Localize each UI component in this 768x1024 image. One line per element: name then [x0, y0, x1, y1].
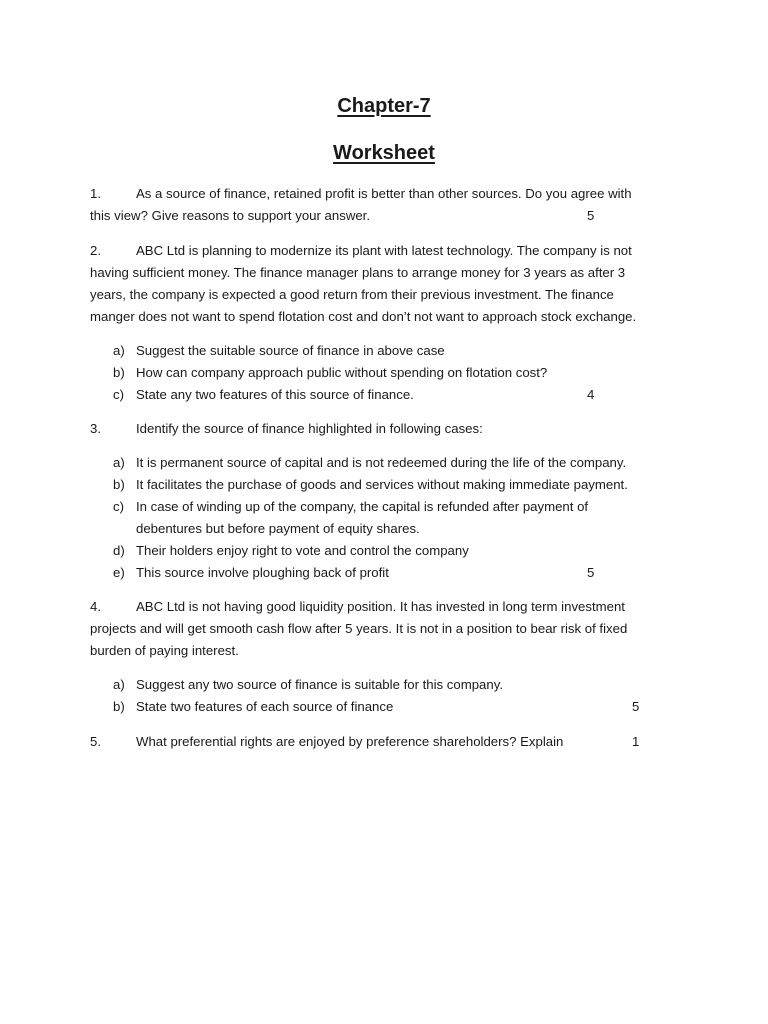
question-text: having sufficient money. The finance manager plans to arrange money for 3 years as after 3 — [90, 265, 626, 280]
question-text: manger does not want to spend flotation cost and don’t not want to approach stock exchange. — [90, 309, 637, 324]
question-text: burden of paying interest. — [90, 643, 239, 658]
sub-item-letter: c) — [113, 499, 124, 514]
sub-item-text: debentures but before payment of equity shares. — [136, 521, 420, 536]
sub-item-text: Suggest the suitable source of finance in above case — [136, 343, 445, 358]
question-marks: 5 — [587, 565, 595, 580]
sub-item-letter: a) — [113, 677, 125, 692]
sub-item-text: This source involve ploughing back of profit — [136, 565, 389, 580]
sub-item-text: Their holders enjoy right to vote and control the company — [136, 543, 469, 558]
sub-item-letter: b) — [113, 365, 125, 380]
question-marks: 5 — [632, 699, 640, 714]
chapter-title: Chapter-7 — [337, 95, 431, 117]
question-text: this view? Give reasons to support your answer. — [90, 208, 371, 223]
question-number: 1. — [90, 186, 101, 201]
question-text: projects and will get smooth cash flow after 5 years. It is not in a position to bear risk of fixed — [90, 621, 628, 636]
question-text: ABC Ltd is not having good liquidity position. It has invested in long term investment — [136, 599, 625, 614]
question-text: What preferential rights are enjoyed by preference shareholders? Explain — [136, 734, 564, 749]
sub-item-text: It facilitates the purchase of goods and services without making immediate payment. — [136, 477, 628, 492]
question-number: 5. — [90, 734, 101, 749]
sub-item-text: Suggest any two source of finance is suitable for this company. — [136, 677, 504, 692]
question-text: Identify the source of finance highlighted in following cases: — [136, 421, 483, 436]
sub-item-letter: b) — [113, 699, 125, 714]
sub-item-letter: a) — [113, 343, 125, 358]
question-number: 2. — [90, 243, 101, 258]
sub-item-text: In case of winding up of the company, the capital is refunded after payment of — [136, 499, 589, 514]
question-number: 4. — [90, 599, 101, 614]
sub-item-letter: c) — [113, 387, 124, 402]
question-marks: 1 — [632, 734, 640, 749]
sub-item-letter: a) — [113, 455, 125, 470]
sub-item-letter: e) — [113, 565, 125, 580]
sub-item-letter: b) — [113, 477, 125, 492]
sub-item-text: State two features of each source of finance — [136, 699, 394, 714]
question-marks: 4 — [587, 387, 595, 402]
sub-item-text: How can company approach public without spending on flotation cost? — [136, 365, 548, 380]
sub-item-text: It is permanent source of capital and is not redeemed during the life of the company. — [136, 455, 627, 470]
question-text: years, the company is expected a good return from their previous investment. The finance — [90, 287, 614, 302]
sub-item-text: State any two features of this source of finance. — [136, 387, 414, 402]
question-marks: 5 — [587, 208, 595, 223]
question-number: 3. — [90, 421, 101, 436]
question-text: As a source of finance, retained profit is better than other sources. Do you agree with — [136, 186, 632, 201]
sub-item-letter: d) — [113, 543, 125, 558]
question-text: ABC Ltd is planning to modernize its plant with latest technology. The company is not — [136, 243, 632, 258]
worksheet-title: Worksheet — [333, 142, 435, 164]
